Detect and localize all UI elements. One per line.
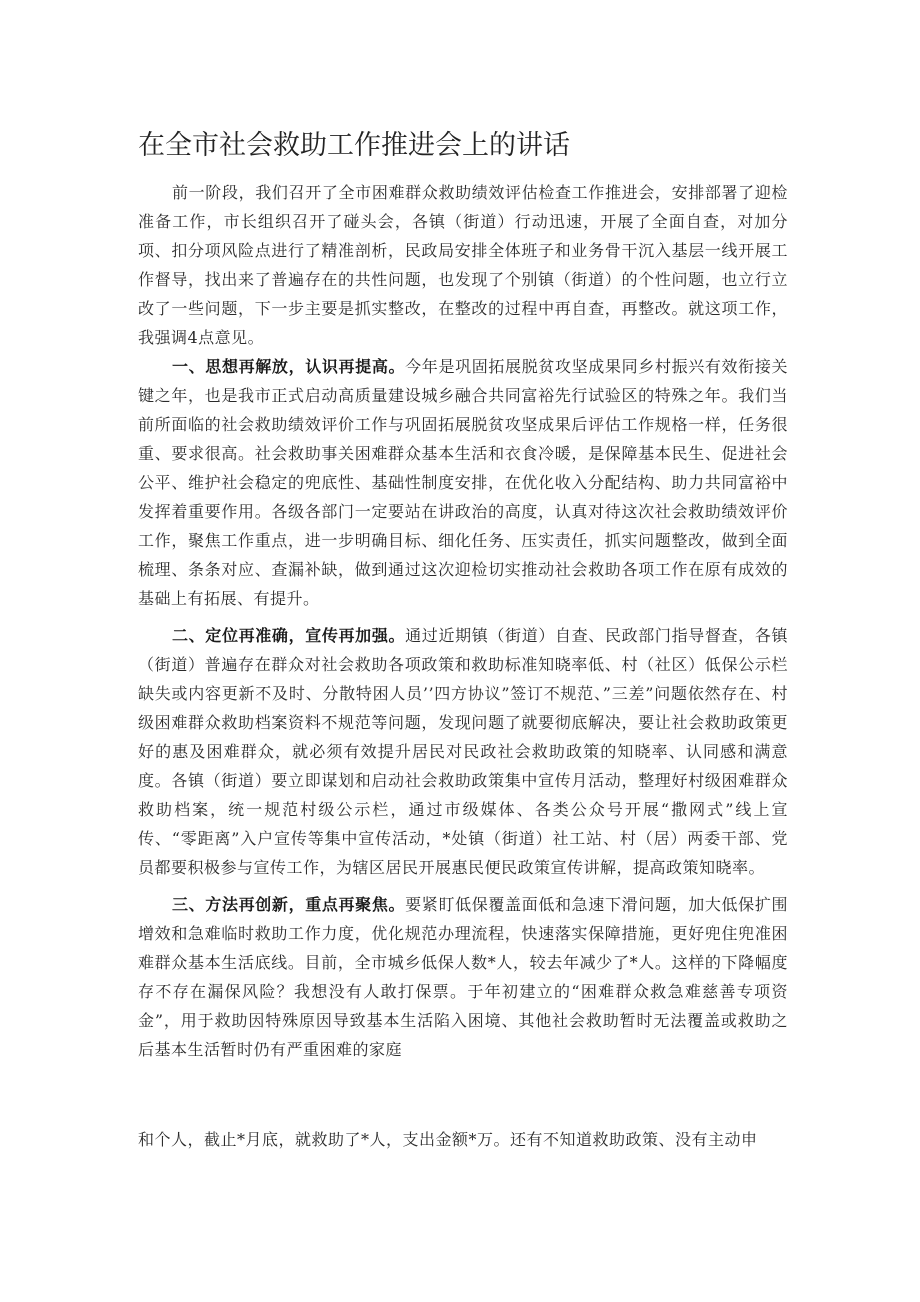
- paragraph-text: 前一阶段，我们召开了全市困难群众救助绩效评估检查工作推进会，安排部署了迎检准备工作，市长组织召开了碰头会，各镇（街道）行动迅速，开展了全面自查，对加分项、扣分项风险点进行了精准剖析，民政局安排全体班子和业务骨干沉入基层一线开展工作督导，找出来了普遍存在的共性问题，也发现了个别镇（街道）的个性问题，也立行立改了一些问题，下一步主要是抓实整改，在整改的过程中再自查，再整改。就这项工作，我强调4点意见。: [138, 183, 788, 347]
- paragraph-text: 要紧盯低保覆盖面低和急速下滑问题，加大低保扩围增效和急难临时救助工作力度，优化规范办理流程，快速落实保障措施，更好兜住兜准困难群众基本生活底线。目前，全市城乡低保人数*人，较去年减少了*人。这样的下降幅度存不存在漏保风险？我想没有人敢打保票。于年初建立的“困难群众救急难慈善专项资金”，用于救助因特殊原因导致基本生活陷入困境、其他社会救助暂时无法覆盖或救助之后基本生活暂时仍有严重困难的家庭: [138, 895, 788, 1059]
- paragraph-text: 通过近期镇（街道）自查、民政部门指导督查，各镇（街道）普遍存在群众对社会救助各项政策和救助标准知晓率低、村（社区）低保公示栏缺失或内容更新不及时、分散特困人员’’四方协议”签订不规范、”三差”问题依然存在、村级困难群众救助档案资料不规范等问题，发现问题了就要彻底解决，要让社会救助政策更好的惠及困难群众，就必须有效提升居民对民政社会救助政策的知晓率、认同感和满意度。各镇（街道）要立即谋划和启动社会救助政策集中宣传月活动，整理好村级困难群众救助档案，统一规范村级公示栏，通过市级媒体、各类公众号开展“撒网式”线上宣传、“零距离”入户宣传等集中宣传活动，*处镇（街道）社工站、村（居）两委干部、党员都要积极参与宣传工作，为辖区居民开展惠民便民政策宣传讲解，提高政策知晓率。: [138, 626, 788, 877]
- document-title: 在全市社会救助工作推进会上的讲话: [138, 130, 570, 161]
- paragraph-intro: [138, 178, 788, 352]
- section-heading: 三、方法再创新，重点再聚焦。: [172, 895, 406, 914]
- paragraph-section-2: [138, 621, 788, 882]
- paragraph-continuation: 和个人，截止*月底，就救助了*人，支出金额*万。还有不知道救助政策、没有主动申: [138, 1130, 758, 1149]
- paragraph-section-1: [138, 352, 788, 613]
- paragraph-section-3: [138, 890, 788, 1064]
- section-heading: 二、定位再准确，宣传再加强。: [172, 626, 406, 645]
- document-body: [138, 178, 788, 1064]
- section-heading: 一、思想再解放，认识再提高。: [172, 357, 406, 376]
- paragraph-text: 今年是巩固拓展脱贫攻坚成果同乡村振兴有效衔接关键之年，也是我市正式启动高质量建设城乡融合共同富裕先行试验区的特殊之年。我们当前所面临的社会救助绩效评价工作与巩固拓展脱贫攻坚成果后评估工作规格一样，任务很重、要求很高。社会救助事关困难群众基本生活和衣食冷暖，是保障基本民生、促进社会公平、维护社会稳定的兜底性、基础性制度安排，在优化收入分配结构、助力共同富裕中发挥着重要作用。各级各部门一定要站在讲政治的高度，认真对待这次社会救助绩效评价工作，聚焦工作重点，进一步明确目标、细化任务、压实责任，抓实问题整改，做到全面梳理、条条对应、查漏补缺，做到通过这次迎检切实推动社会救助各项工作在原有成效的基础上有拓展、有提升。: [138, 357, 788, 608]
